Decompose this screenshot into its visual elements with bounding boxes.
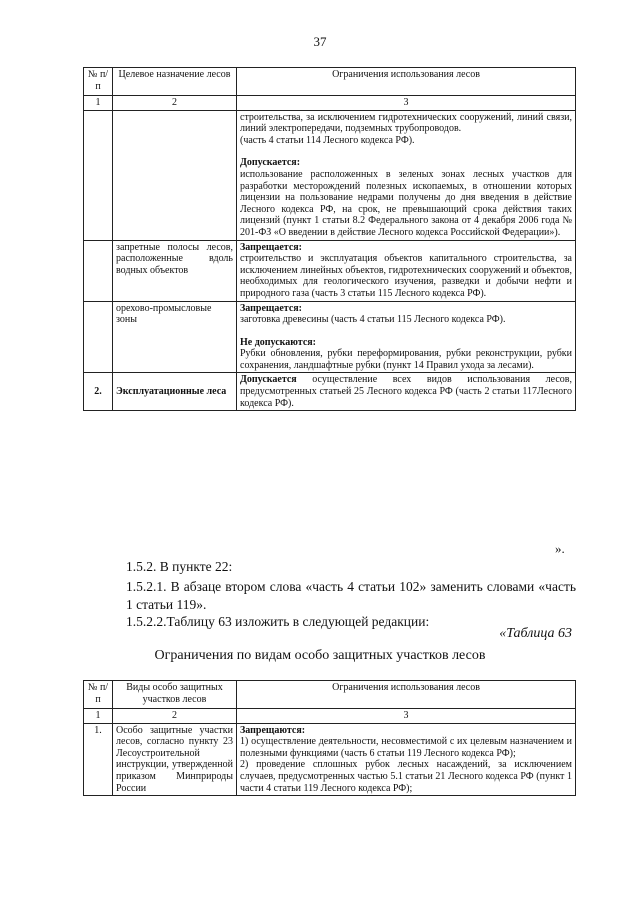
header-row [84, 681, 576, 709]
restriction-heading: Запрещается: [240, 241, 303, 253]
column-header: № п/п [84, 68, 113, 96]
restriction-text [240, 725, 572, 737]
column-number-row [84, 709, 576, 724]
restriction-text: строительство и эксплуатация объектов капитального строительства, за исключением линейных объектов, гидротехнических сооружений и объектов, необходимых для геологического изучения, разведки и добычи нефти и природного газа (часть 3 статьи 115 Лесного кодекса РФ). [240, 253, 572, 299]
restriction-text: Допускается осуществление всех видов использования лесов, предусмотренных статьей 25 Лесного кодекса РФ (часть 2 статьи 117Лесного кодекса РФ). [240, 374, 572, 409]
header-row [84, 68, 576, 96]
restriction-text: 1) осуществление деятельности, несовместимой с их целевым назначением и полезными функциями (часть 6 статьи 119 Лесного кодекса РФ); [240, 736, 572, 759]
restriction-text: Рубки обновления, рубки переформирования, рубки реконструкции, рубки сохранения, ландшафтные рубки (пункт 14 Правил ухода за лесами). [240, 348, 572, 371]
restriction-text: использование расположенных в зеленых зонах лесных участков для разработки месторождений полезных ископаемых, в отношении которых лицензии на пользование недрами получены до дня введения в действие Лесного кодекса РФ, на срок, не превышающий срока действия таких лицензий (пункт 1 статьи 8.2 Федерального закона от 4 декабря 2006 года № 201-ФЗ «О введении в действие Лесного кодекса Российской Федерации»). [240, 168, 572, 238]
column-header: Виды особо защитных участков лесов [113, 681, 237, 709]
column-number: 3 [237, 709, 576, 724]
row-number [84, 301, 113, 373]
row-restrictions [237, 110, 576, 240]
paragraph-1-5-2-1: 1.5.2.1. В абзаце втором слова «часть 4 статьи 102» заменить словами «часть 1 статьи 119». [126, 579, 576, 612]
column-header: Ограничения использования лесов [237, 681, 576, 709]
paragraph-1-5-2-2: 1.5.2.2.Таблицу 63 изложить в следующей редакции: [126, 614, 430, 629]
spacer [240, 146, 572, 157]
row-number: 2. [84, 373, 113, 411]
restriction-text [240, 157, 572, 169]
row-restrictions [237, 723, 576, 796]
table-caption: Ограничения по видам особо защитных участков лесов [154, 648, 486, 663]
row-restrictions [237, 373, 576, 411]
row-number [84, 110, 113, 240]
row-number: 1. [84, 723, 113, 796]
protective-areas-table [83, 680, 576, 796]
row-restrictions [237, 240, 576, 301]
table-row [84, 110, 576, 240]
column-number: 2 [113, 709, 237, 724]
restriction-heading: Не допускаются: [240, 336, 317, 348]
table-row [84, 240, 576, 301]
page-number: 37 [313, 34, 327, 49]
table-row [84, 301, 576, 373]
column-number: 3 [237, 96, 576, 111]
column-number: 2 [113, 96, 237, 111]
column-header: Целевое назначение лесов [113, 68, 237, 96]
row-purpose: орехово-промысловые зоны [113, 301, 237, 373]
restriction-text: строительства, за исключением гидротехнических сооружений, линий связи, линий электропередачи, подземных трубопроводов. [240, 111, 572, 135]
row-restrictions [237, 301, 576, 373]
row-purpose: Эксплуатационные леса [113, 373, 237, 411]
column-header: № п/п [84, 681, 113, 709]
column-number-row [84, 96, 576, 111]
column-number: 1 [84, 709, 113, 724]
table-row [84, 723, 576, 796]
restriction-text [240, 242, 572, 254]
column-header: Ограничения использования лесов [237, 68, 576, 96]
paragraph-1-5-2: 1.5.2. В пункте 22: [126, 559, 233, 574]
row-number [84, 240, 113, 301]
column-number: 1 [84, 96, 113, 111]
restriction-heading: Допускается [240, 374, 297, 386]
row-purpose [113, 110, 237, 240]
row-purpose: Особо защитные участки лесов, согласно пункту 23 Лесоустроительной инструкции, утвержденной приказом Минприроды России [113, 723, 237, 796]
table-row [84, 373, 576, 411]
row-purpose: запретные полосы лесов, расположенные вдоль водных объектов [113, 240, 237, 301]
table-reference: «Таблица 63 [499, 626, 572, 641]
closing-quote: ». [555, 541, 565, 556]
restriction-heading: Запрещаются: [240, 724, 306, 736]
restriction-heading: Запрещается: [240, 302, 303, 314]
restrictions-table [83, 67, 576, 411]
restriction-text: 2) проведение сплошных рубок лесных насаждений, за исключением случаев, предусмотренных частью 5.1 статьи 21 Лесного кодекса РФ (пункт 1 части 4 статьи 119 Лесного кодекса РФ); [240, 759, 572, 794]
restriction-text [240, 337, 572, 349]
restriction-text: заготовка древесины (часть 4 статьи 115 Лесного кодекса РФ). [240, 314, 506, 326]
restriction-text: (часть 4 статьи 114 Лесного кодекса РФ). [240, 134, 415, 146]
restriction-text [240, 303, 572, 315]
restriction-heading: Допускается: [240, 157, 301, 169]
spacer [240, 326, 572, 337]
